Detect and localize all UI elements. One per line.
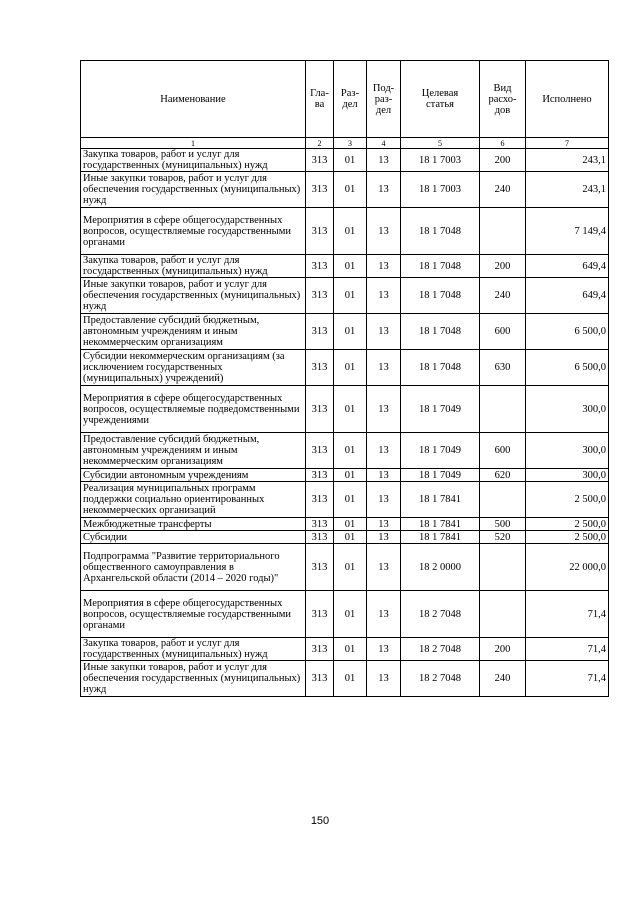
row-name: Реализация муниципальных программ поддержки социально ориентированных некоммерческих организаций <box>81 482 306 518</box>
row-target-article: 18 2 7048 <box>401 591 480 638</box>
row-amount: 649,4 <box>526 278 609 314</box>
table-row <box>81 591 609 638</box>
table-row <box>81 469 609 482</box>
column-number: 7 <box>526 138 609 149</box>
row-name: Иные закупки товаров, работ и услуг для обеспечения государственных (муниципальных) нужд <box>81 278 306 314</box>
row-target-article: 18 1 7049 <box>401 433 480 469</box>
row-name: Субсидии автономным учреждениям <box>81 469 306 482</box>
page-number: 150 <box>310 815 330 827</box>
row-name: Мероприятия в сфере общегосударственных вопросов, осуществляемые подведомственными учреждениями <box>81 386 306 433</box>
row-podrazdel: 13 <box>367 208 401 255</box>
row-amount: 7 149,4 <box>526 208 609 255</box>
header-target-article: Целевая статья <box>401 61 480 138</box>
row-expense-type: 240 <box>480 278 526 314</box>
row-podrazdel: 13 <box>367 544 401 591</box>
row-amount: 6 500,0 <box>526 350 609 386</box>
row-podrazdel: 13 <box>367 591 401 638</box>
table-row <box>81 386 609 433</box>
row-expense-type <box>480 208 526 255</box>
row-expense-type: 240 <box>480 172 526 208</box>
row-razdel: 01 <box>334 172 367 208</box>
row-expense-type: 200 <box>480 638 526 661</box>
row-glava: 313 <box>306 469 334 482</box>
row-razdel: 01 <box>334 314 367 350</box>
table-row <box>81 531 609 544</box>
row-target-article: 18 1 7003 <box>401 172 480 208</box>
row-glava: 313 <box>306 518 334 531</box>
row-glava: 313 <box>306 638 334 661</box>
row-glava: 313 <box>306 350 334 386</box>
header-podrazdel: Под- раз- дел <box>367 61 401 138</box>
row-target-article: 18 1 7048 <box>401 255 480 278</box>
row-razdel: 01 <box>334 544 367 591</box>
row-target-article: 18 1 7049 <box>401 386 480 433</box>
row-razdel: 01 <box>334 469 367 482</box>
row-glava: 313 <box>306 661 334 697</box>
row-target-article: 18 1 7841 <box>401 531 480 544</box>
header-executed: Исполнено <box>526 61 609 138</box>
table-row <box>81 208 609 255</box>
row-podrazdel: 13 <box>367 433 401 469</box>
row-glava: 313 <box>306 314 334 350</box>
row-amount: 649,4 <box>526 255 609 278</box>
table-row <box>81 638 609 661</box>
row-razdel: 01 <box>334 386 367 433</box>
row-name: Подпрограмма "Развитие территориального общественного самоуправления в Архангельской области (2014 – 2020 годы)" <box>81 544 306 591</box>
row-razdel: 01 <box>334 433 367 469</box>
row-razdel: 01 <box>334 149 367 172</box>
row-podrazdel: 13 <box>367 314 401 350</box>
table-row <box>81 518 609 531</box>
row-amount: 300,0 <box>526 433 609 469</box>
row-glava: 313 <box>306 278 334 314</box>
row-expense-type: 240 <box>480 661 526 697</box>
row-expense-type: 200 <box>480 255 526 278</box>
row-amount: 243,1 <box>526 172 609 208</box>
row-razdel: 01 <box>334 255 367 278</box>
row-target-article: 18 1 7048 <box>401 350 480 386</box>
row-target-article: 18 1 7003 <box>401 149 480 172</box>
row-expense-type: 520 <box>480 531 526 544</box>
row-podrazdel: 13 <box>367 278 401 314</box>
row-amount: 22 000,0 <box>526 544 609 591</box>
row-expense-type: 620 <box>480 469 526 482</box>
row-name: Иные закупки товаров, работ и услуг для обеспечения государственных (муниципальных) нужд <box>81 661 306 697</box>
row-amount: 243,1 <box>526 149 609 172</box>
row-target-article: 18 1 7048 <box>401 278 480 314</box>
table-row <box>81 350 609 386</box>
row-expense-type: 600 <box>480 433 526 469</box>
row-amount: 71,4 <box>526 638 609 661</box>
row-target-article: 18 1 7048 <box>401 314 480 350</box>
table-row <box>81 482 609 518</box>
row-expense-type <box>480 544 526 591</box>
row-podrazdel: 13 <box>367 255 401 278</box>
row-glava: 313 <box>306 172 334 208</box>
header-name: Наименование <box>81 61 306 138</box>
row-name: Иные закупки товаров, работ и услуг для обеспечения государственных (муниципальных) нужд <box>81 172 306 208</box>
row-podrazdel: 13 <box>367 149 401 172</box>
row-razdel: 01 <box>334 278 367 314</box>
row-target-article: 18 1 7841 <box>401 518 480 531</box>
table-row <box>81 278 609 314</box>
row-target-article: 18 2 0000 <box>401 544 480 591</box>
row-razdel: 01 <box>334 518 367 531</box>
row-podrazdel: 13 <box>367 518 401 531</box>
row-amount: 300,0 <box>526 469 609 482</box>
column-number: 5 <box>401 138 480 149</box>
row-glava: 313 <box>306 531 334 544</box>
row-razdel: 01 <box>334 482 367 518</box>
row-name: Предоставление субсидий бюджетным, автономным учреждениям и иным некоммерческим организациям <box>81 433 306 469</box>
row-podrazdel: 13 <box>367 638 401 661</box>
row-name: Межбюджетные трансферты <box>81 518 306 531</box>
row-razdel: 01 <box>334 208 367 255</box>
row-name: Предоставление субсидий бюджетным, автономным учреждениям и иным некоммерческим организациям <box>81 314 306 350</box>
row-glava: 313 <box>306 255 334 278</box>
row-glava: 313 <box>306 208 334 255</box>
row-podrazdel: 13 <box>367 661 401 697</box>
row-razdel: 01 <box>334 591 367 638</box>
column-number: 3 <box>334 138 367 149</box>
row-target-article: 18 2 7048 <box>401 661 480 697</box>
row-target-article: 18 1 7841 <box>401 482 480 518</box>
table-header <box>81 61 609 149</box>
table-row <box>81 255 609 278</box>
table-row <box>81 544 609 591</box>
row-glava: 313 <box>306 591 334 638</box>
row-amount: 71,4 <box>526 591 609 638</box>
table-row <box>81 172 609 208</box>
row-expense-type: 600 <box>480 314 526 350</box>
column-number: 4 <box>367 138 401 149</box>
row-name: Субсидии некоммерческим организациям (за исключением государственных (муниципальных) учреждений) <box>81 350 306 386</box>
header-razdel: Раз- дел <box>334 61 367 138</box>
row-amount: 300,0 <box>526 386 609 433</box>
row-glava: 313 <box>306 482 334 518</box>
expenditure-table <box>80 60 609 697</box>
table-row <box>81 433 609 469</box>
row-expense-type <box>480 386 526 433</box>
header-row <box>81 61 609 138</box>
table-row <box>81 149 609 172</box>
row-amount: 2 500,0 <box>526 482 609 518</box>
row-expense-type <box>480 591 526 638</box>
row-amount: 2 500,0 <box>526 518 609 531</box>
row-glava: 313 <box>306 149 334 172</box>
row-target-article: 18 2 7048 <box>401 638 480 661</box>
header-expense-type: Вид расхо- дов <box>480 61 526 138</box>
row-podrazdel: 13 <box>367 350 401 386</box>
row-glava: 313 <box>306 386 334 433</box>
row-podrazdel: 13 <box>367 482 401 518</box>
row-podrazdel: 13 <box>367 172 401 208</box>
row-name: Закупка товаров, работ и услуг для государственных (муниципальных) нужд <box>81 149 306 172</box>
column-number: 2 <box>306 138 334 149</box>
header-glava: Гла- ва <box>306 61 334 138</box>
row-glava: 313 <box>306 544 334 591</box>
row-amount: 6 500,0 <box>526 314 609 350</box>
row-target-article: 18 1 7048 <box>401 208 480 255</box>
row-razdel: 01 <box>334 638 367 661</box>
row-name: Мероприятия в сфере общегосударственных вопросов, осуществляемые государственными органами <box>81 208 306 255</box>
row-razdel: 01 <box>334 661 367 697</box>
row-expense-type: 500 <box>480 518 526 531</box>
table-row <box>81 314 609 350</box>
row-podrazdel: 13 <box>367 386 401 433</box>
row-name: Закупка товаров, работ и услуг для государственных (муниципальных) нужд <box>81 255 306 278</box>
row-expense-type: 630 <box>480 350 526 386</box>
row-podrazdel: 13 <box>367 531 401 544</box>
row-name: Субсидии <box>81 531 306 544</box>
row-glava: 313 <box>306 433 334 469</box>
row-name: Мероприятия в сфере общегосударственных вопросов, осуществляемые государственными органами <box>81 591 306 638</box>
column-number: 6 <box>480 138 526 149</box>
row-amount: 2 500,0 <box>526 531 609 544</box>
row-name: Закупка товаров, работ и услуг для государственных (муниципальных) нужд <box>81 638 306 661</box>
row-podrazdel: 13 <box>367 469 401 482</box>
table-row <box>81 661 609 697</box>
row-expense-type <box>480 482 526 518</box>
column-number: 1 <box>81 138 306 149</box>
row-amount: 71,4 <box>526 661 609 697</box>
table-body <box>81 149 609 697</box>
row-razdel: 01 <box>334 531 367 544</box>
row-target-article: 18 1 7049 <box>401 469 480 482</box>
row-razdel: 01 <box>334 350 367 386</box>
row-expense-type: 200 <box>480 149 526 172</box>
column-numbers-row <box>81 138 609 149</box>
